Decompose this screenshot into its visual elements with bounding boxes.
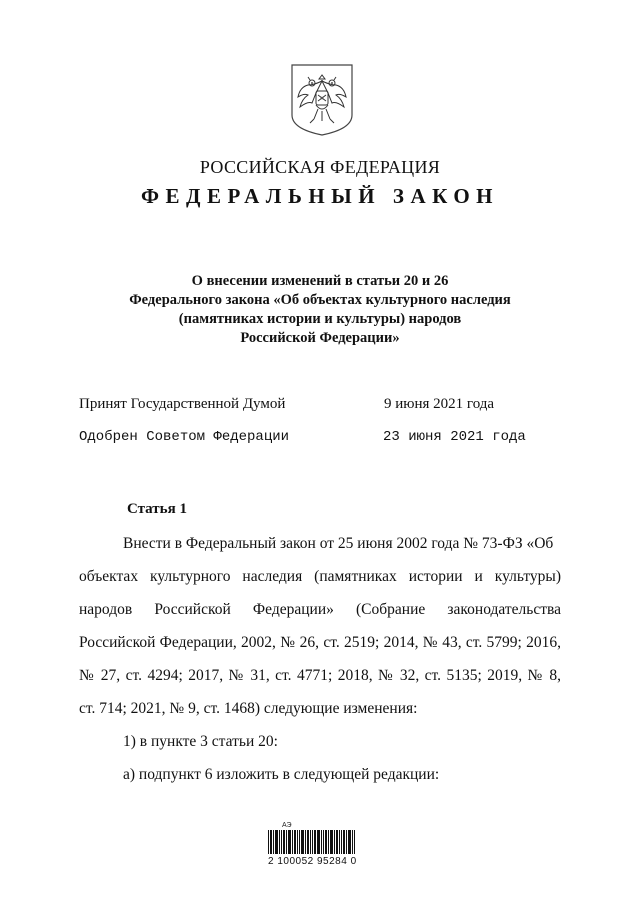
body-line: № 27, ст. 4294; 2017, № 31, ст. 4771; 2018, № 32, ст. 5135; 2019, № 8,: [79, 667, 561, 684]
law-title-line: О внесении изменений в статьи 20 и 26: [191, 273, 449, 289]
law-title-line: Российской Федерации»: [240, 330, 400, 346]
article-heading: Статья 1: [127, 501, 187, 517]
coat-of-arms-emblem: [290, 63, 354, 137]
body-line: Внести в Федеральный закон от 25 июня 2002 года № 73-ФЗ «Об: [123, 535, 554, 552]
law-type-heading: ФЕДЕРАЛЬНЫЙ ЗАКОН: [141, 184, 499, 208]
double-headed-eagle-icon: [290, 63, 354, 137]
body-line: 1) в пункте 3 статьи 20:: [123, 733, 278, 750]
law-title: [90, 272, 550, 348]
barcode-number: 2 100052 95284 0: [268, 856, 357, 867]
law-title-line: (памятниках истории и культуры) народов: [178, 311, 462, 327]
body-line: ст. 714; 2021, № 9, ст. 1468) следующие изменения:: [79, 700, 418, 717]
body-line: а) подпункт 6 изложить в следующей редакции:: [123, 766, 440, 783]
svg-text:АЭ: АЭ: [282, 822, 292, 829]
barcode-icon: [268, 820, 368, 856]
body-line: Российской Федерации, 2002, № 26, ст. 2519; 2014, № 43, ст. 5799; 2016,: [79, 634, 561, 651]
adopted-date: 9 июня 2021 года: [384, 396, 495, 412]
body-line: народов Российской Федерации» (Собрание законодательства: [79, 601, 561, 618]
country-name: РОССИЙСКАЯ ФЕДЕРАЦИЯ: [199, 157, 441, 177]
adopted-by-duma-label: Принят Государственной Думой: [79, 396, 286, 412]
body-line: объектах культурного наследия (памятниках истории и культуры): [79, 568, 561, 585]
approved-by-council-label: Одобрен Советом Федерации: [79, 429, 290, 445]
law-title-line: Федерального закона «Об объектах культурного наследия: [129, 292, 511, 308]
approved-date: 23 июня 2021 года: [383, 429, 526, 445]
